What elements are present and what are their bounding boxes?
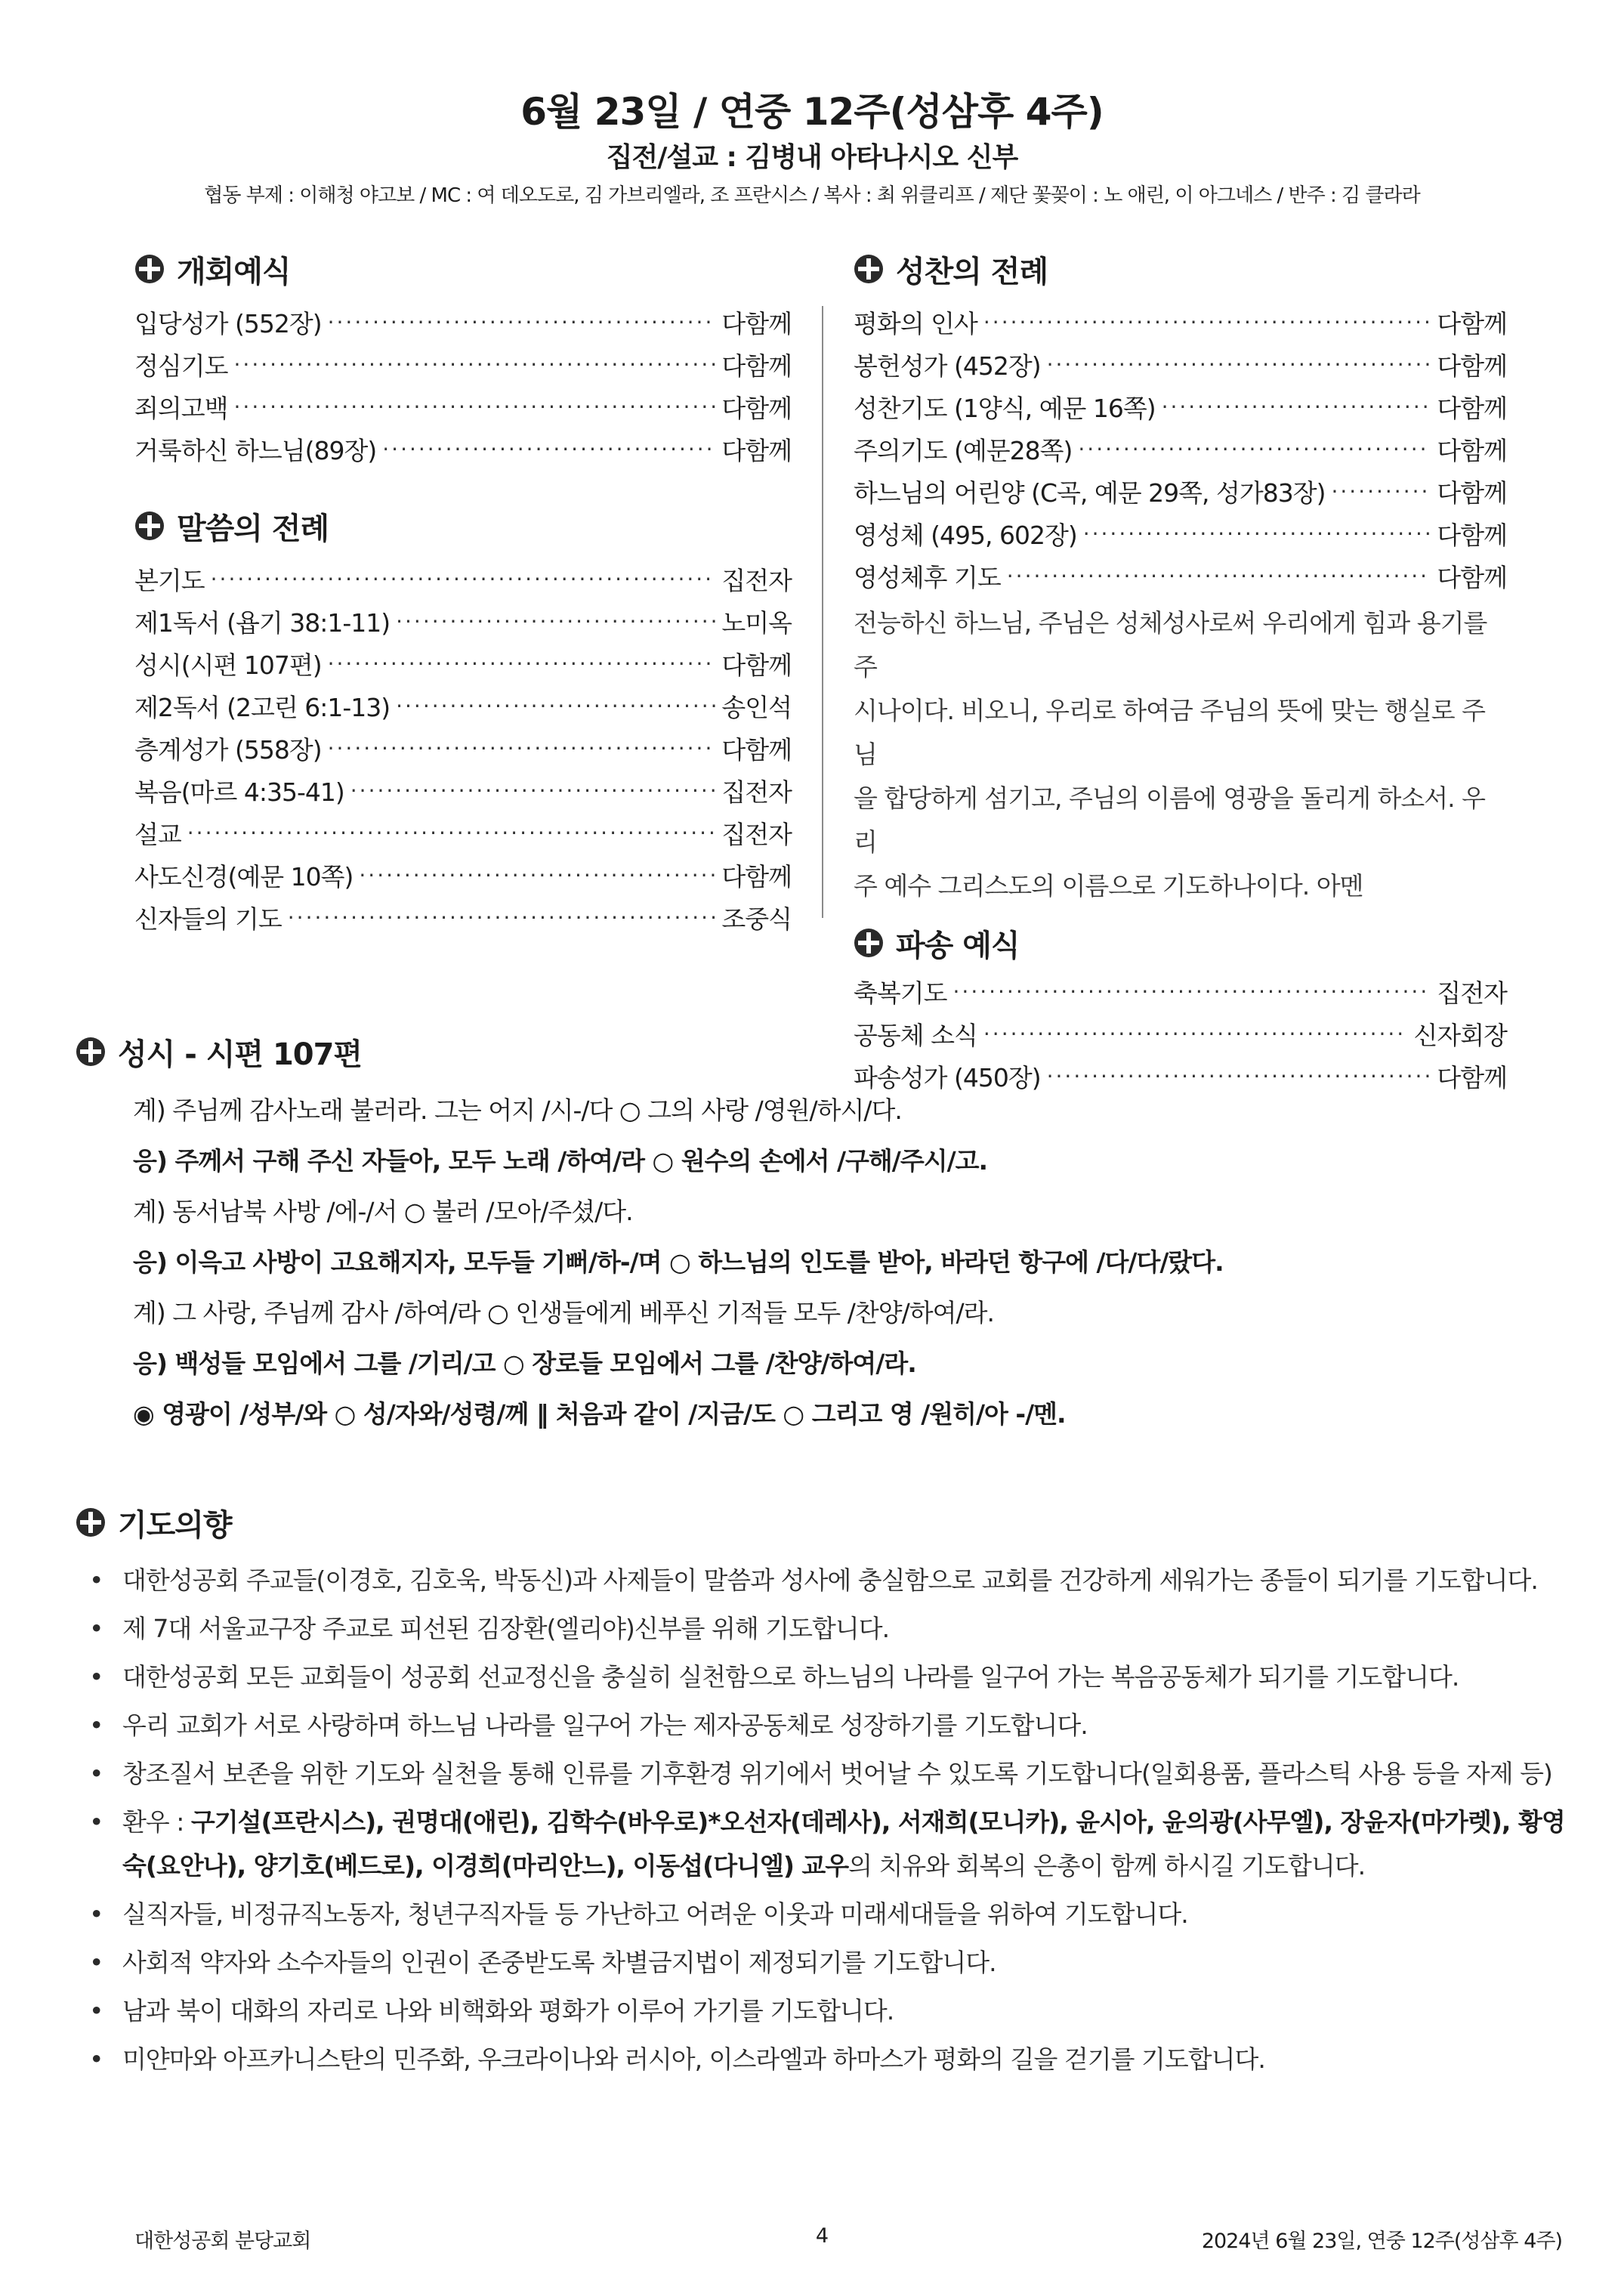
liturgy-row (134, 428, 792, 470)
liturgy-item-label: 하느님의 어린양 (C곡, 예문 29쪽, 성가83장) (854, 477, 1326, 508)
section-title: 기도의향 (118, 1507, 232, 1543)
dot-leader (288, 905, 716, 930)
dot-leader (396, 609, 715, 634)
liturgy-row (854, 343, 1507, 385)
liturgy-item-label: 거룩하신 하느님(89장) (134, 435, 377, 465)
right-column (854, 246, 1507, 1097)
liturgy-item-label: 파송성가 (450장) (854, 1062, 1041, 1092)
liturgy-row (854, 301, 1507, 343)
page-title: 6월 23일 / 연중 12주(성삼후 4주) (520, 90, 1104, 134)
liturgy-item-label: 정심기도 (134, 351, 228, 381)
liturgy-row (854, 512, 1507, 555)
circled-cross-icon (134, 254, 165, 284)
circled-cross-icon (134, 511, 165, 541)
bullet-icon: • (89, 1899, 103, 1929)
prayer-line: 을 합당하게 섬기고, 주님의 이름에 영광을 돌리게 하소서. 우리 (854, 783, 1485, 857)
liturgy-item-role: 다함께 (1437, 562, 1507, 592)
liturgy-item-role: 다함께 (721, 734, 792, 765)
liturgy-row (134, 301, 792, 343)
liturgy-item-role: 집전자 (721, 819, 792, 849)
liturgy-item-role: 집전자 (721, 565, 792, 595)
page-number: 4 (815, 2224, 829, 2248)
intention-item (76, 1893, 1571, 1936)
liturgy-row (134, 642, 792, 685)
liturgy-item-label: 성시(시편 107편) (134, 650, 322, 680)
liturgy-item-role: 다함께 (721, 650, 792, 680)
intention-text: 미얀마와 아프카니스탄의 민주화, 우크라이나와 러시아, 이스라엘과 하마스가 평화의 길을 걷기를 기도합니다. (122, 2044, 1265, 2074)
section-word-header (134, 503, 792, 549)
psalm-verse-response: 응) 이윽고 사방이 고요해지자, 모두들 기뻐/하-/며 ○ 하느님의 인도를 받아, 바라던 항구에 /다/다/랐다. (133, 1247, 1224, 1277)
intention-text: 남과 북이 대화의 자리로 나와 비핵화와 평화가 이루어 가기를 기도합니다. (122, 1996, 894, 2026)
psalm-verse-leader: 계) 주님께 감사노래 불러라. 그는 어지 /시-/다 ○ 그의 사랑 /영원/하시/다. (133, 1096, 902, 1125)
section-title: 파송 예식 (896, 928, 1020, 963)
liturgy-row (134, 811, 792, 854)
intention-item (76, 1941, 1571, 1985)
dot-leader (328, 736, 716, 761)
dot-leader (1007, 564, 1431, 589)
liturgy-item-label: 설교 (134, 819, 181, 849)
liturgy-item-label: 층계성가 (558장) (134, 734, 322, 765)
intention-text: 우리 교회가 서로 사랑하며 하느님 나라를 일구어 가는 제자공동체로 성장하기를 기도합니다. (122, 1710, 1088, 1740)
liturgy-item-label: 성찬기도 (1양식, 예문 16쪽) (854, 393, 1156, 423)
liturgy-item-role: 신자회장 (1413, 1020, 1507, 1050)
liturgy-row (134, 854, 792, 896)
dot-leader (234, 352, 716, 377)
intention-item (76, 1655, 1571, 1699)
bullet-icon: • (89, 1948, 103, 1977)
liturgy-row (134, 558, 792, 600)
liturgy-item-role: 노미옥 (721, 607, 792, 638)
psalm-verse-response: 응) 백성들 모임에서 그를 /기리/고 ○ 장로들 모임에서 그를 /찬양/하여/라. (133, 1349, 916, 1378)
liturgy-item-role: 다함께 (721, 861, 792, 892)
intention-text: 대한성공회 주교들(이경호, 김호욱, 박동신)과 사제들이 말씀과 성사에 충실함으로 교회를 건강하게 세워가는 종들이 되기를 기도합니다. (122, 1565, 1538, 1595)
column-divider (822, 306, 823, 918)
liturgy-row (134, 769, 792, 811)
bullet-icon: • (89, 1807, 103, 1837)
liturgy-item-role: 송인석 (721, 692, 792, 722)
liturgy-item-role: 다함께 (1437, 308, 1507, 338)
liturgy-item-role: 다함께 (1437, 393, 1507, 423)
dot-leader (396, 694, 715, 718)
liturgy-item-role: 다함께 (721, 351, 792, 381)
intentions-section (76, 1500, 1571, 2086)
liturgy-item-label: 영성체 (495, 602장) (854, 520, 1077, 550)
section-eucharist-header (854, 246, 1507, 292)
liturgy-row (854, 385, 1507, 428)
sick-prefix: 환우 : (122, 1807, 191, 1837)
bullet-icon: • (89, 1996, 103, 2026)
intention-text: 창조질서 보존을 위한 기도와 실천을 통해 인류를 기후환경 위기에서 벗어날 수 있도록 기도합니다(일회용품, 플라스틱 사용 등을 자제 등) (122, 1759, 1552, 1788)
liturgy-item-label: 제2독서 (2고린 6:1-13) (134, 692, 391, 722)
liturgy-item-role: 다함께 (721, 435, 792, 465)
word-list (134, 558, 792, 938)
bullet-icon: • (89, 1565, 103, 1595)
eucharist-list (854, 301, 1507, 597)
psalm-verse-leader: 계) 그 사랑, 주님께 감사 /하여/라 ○ 인생들에게 베푸신 기적들 모두 /찬양/하여/라. (133, 1298, 994, 1327)
intention-item-sick (76, 1800, 1571, 1888)
circled-cross-icon (76, 1507, 106, 1537)
intention-item (76, 1704, 1571, 1748)
footer-date: 2024년 6월 23일, 연중 12주(성삼후 4주) (1201, 2230, 1562, 2253)
dot-leader (1047, 352, 1431, 377)
section-title: 말씀의 전례 (177, 511, 329, 546)
liturgy-item-label: 죄의고백 (134, 393, 228, 423)
liturgy-item-role: 집전자 (721, 777, 792, 807)
dot-leader (1332, 479, 1431, 504)
liturgy-item-role: 다함께 (721, 308, 792, 338)
liturgy-item-label: 평화의 인사 (854, 308, 977, 338)
prayer-line: 시나이다. 비오니, 우리로 하여금 주님의 뜻에 맞는 행실로 주님 (854, 696, 1485, 769)
intention-text: 제 7대 서울교구장 주교로 피선된 김장환(엘리야)신부를 위해 기도합니다. (122, 1614, 890, 1643)
bullet-icon: • (89, 1614, 103, 1643)
bullet-icon: • (89, 2044, 103, 2074)
section-intentions-header (76, 1500, 1571, 1545)
dot-leader (359, 863, 715, 888)
psalm-verse-leader: 계) 동서남북 사방 /에-/서 ○ 불러 /모아/주셨/다. (133, 1197, 633, 1226)
liturgy-row (134, 600, 792, 642)
dot-leader (382, 437, 715, 462)
liturgy-row (854, 555, 1507, 597)
left-column (134, 246, 792, 938)
liturgy-item-role: 조중식 (721, 904, 792, 934)
circled-cross-icon (854, 254, 884, 284)
dot-leader (211, 567, 716, 592)
footer-church-name: 대한성공회 분당교회 (134, 2230, 311, 2253)
liturgy-item-label: 입당성가 (552장) (134, 308, 322, 338)
dot-leader (328, 310, 716, 335)
dot-leader (1083, 521, 1431, 546)
liturgy-row (134, 896, 792, 938)
liturgy-row (134, 385, 792, 428)
dot-leader (328, 651, 716, 676)
intention-item (76, 1559, 1571, 1602)
dot-leader (350, 778, 716, 803)
liturgy-item-label: 복음(마르 4:35-41) (134, 777, 344, 807)
liturgy-item-label: 봉헌성가 (452장) (854, 351, 1041, 381)
dot-leader (234, 394, 716, 419)
intentions-list (76, 1559, 1571, 2081)
liturgy-item-label: 제1독서 (욥기 38:1-11) (134, 607, 391, 638)
sick-names: 구기설(프란시스), 권명대(애린), 김학수(바우로)*오선자(데레사), 서재희(모니카), 윤시아, 윤의광(사무엘), 장윤자(마가렛), 황영숙(요안나), 양기호(베드로), 이경희(마리안느), 이동섭(다니엘) 교우 (122, 1807, 1565, 1880)
liturgy-row (854, 470, 1507, 512)
liturgy-row (134, 343, 792, 385)
circled-cross-icon (854, 928, 884, 958)
circled-cross-icon (76, 1037, 106, 1067)
dot-leader (1162, 394, 1431, 419)
prayer-line: 주 예수 그리스도의 이름으로 기도하나이다. 아멘 (854, 871, 1363, 901)
liturgy-item-role: 다함께 (721, 393, 792, 423)
liturgy-row (854, 428, 1507, 470)
intention-text: 대한성공회 모든 교회들이 성공회 선교정신을 충실히 실천함으로 하느님의 나라를 일구어 가는 복음공동체가 되기를 기도합니다. (122, 1662, 1459, 1692)
section-title: 개회예식 (177, 254, 291, 289)
psalm-lines (133, 1085, 1548, 1439)
celebrant-line: 집전/설교 : 김병내 아타나시오 신부 (606, 142, 1018, 173)
liturgy-item-label: 영성체후 기도 (854, 562, 1001, 592)
liturgy-item-role: 다함께 (1437, 435, 1507, 465)
liturgy-row (134, 685, 792, 727)
liturgy-item-label: 공동체 소식 (854, 1020, 977, 1050)
liturgy-item-role: 집전자 (1437, 978, 1507, 1008)
intention-item (76, 2038, 1571, 2081)
intention-item (76, 1607, 1571, 1651)
section-psalm-header (76, 1029, 1548, 1074)
psalm-verse-response: 응) 주께서 구해 주신 자들아, 모두 노래 /하여/라 ○ 원수의 손에서 /구해/주시/고. (133, 1146, 988, 1176)
section-dismissal-header (854, 920, 1507, 966)
page-footer (134, 2224, 1562, 2254)
liturgy-row (134, 727, 792, 769)
liturgy-item-label: 축복기도 (854, 978, 947, 1008)
section-title: 성찬의 전례 (896, 254, 1048, 289)
opening-list (134, 301, 792, 470)
prayer-line: 전능하신 하느님, 주님은 성체성사로써 우리에게 힘과 용기를 주 (854, 608, 1487, 681)
intention-item (76, 1752, 1571, 1796)
bullet-icon: • (89, 1759, 103, 1788)
liturgy-row (854, 970, 1507, 1012)
psalm-section (76, 1029, 1548, 1439)
liturgy-item-role: 다함께 (1437, 520, 1507, 550)
dot-leader (1078, 437, 1431, 462)
liturgy-item-role: 다함께 (1437, 351, 1507, 381)
liturgy-item-role: 다함께 (1437, 477, 1507, 508)
section-title: 성시 - 시편 107편 (118, 1037, 363, 1072)
intention-item (76, 1989, 1571, 2033)
post-communion-prayer (854, 601, 1507, 908)
liturgy-item-label: 신자들의 기도 (134, 904, 282, 934)
intention-text: 사회적 약자와 소수자들의 인권이 존중받도록 차별금지법이 제정되기를 기도합니다. (122, 1948, 996, 1977)
liturgy-item-label: 사도신경(예문 10쪽) (134, 861, 354, 892)
section-opening-header (134, 246, 792, 292)
dot-leader (953, 979, 1431, 1004)
intention-text: 실직자들, 비정규직노동자, 청년구직자들 등 가난하고 어려운 이웃과 미래세대들을 위하여 기도합니다. (122, 1899, 1188, 1929)
bullet-icon: • (89, 1710, 103, 1740)
bullet-icon: • (89, 1662, 103, 1692)
psalm-gloria: ◉ 영광이 /성부/와 ○ 성/자와/성령/께 ‖ 처음과 같이 /지금/도 ○ 그리고 영 /원히/아 -/멘. (133, 1399, 1066, 1429)
liturgy-item-role: 다함께 (1437, 1062, 1507, 1092)
liturgy-item-label: 주의기도 (예문28쪽) (854, 435, 1073, 465)
staff-line: 협동 부제 : 이해청 야고보 / MC : 여 데오도로, 김 가브리엘라, 조 프란시스 / 복사 : 최 위클리프 / 제단 꽃꽂이 : 노 애린, 이 아그네스 / 반주 : 김 클라라 (204, 184, 1420, 207)
dot-leader (983, 310, 1431, 335)
liturgy-item-label: 본기도 (134, 565, 205, 595)
dot-leader (187, 820, 716, 845)
sick-suffix: 의 치유와 회복의 은총이 함께 하시길 기도합니다. (848, 1851, 1366, 1880)
